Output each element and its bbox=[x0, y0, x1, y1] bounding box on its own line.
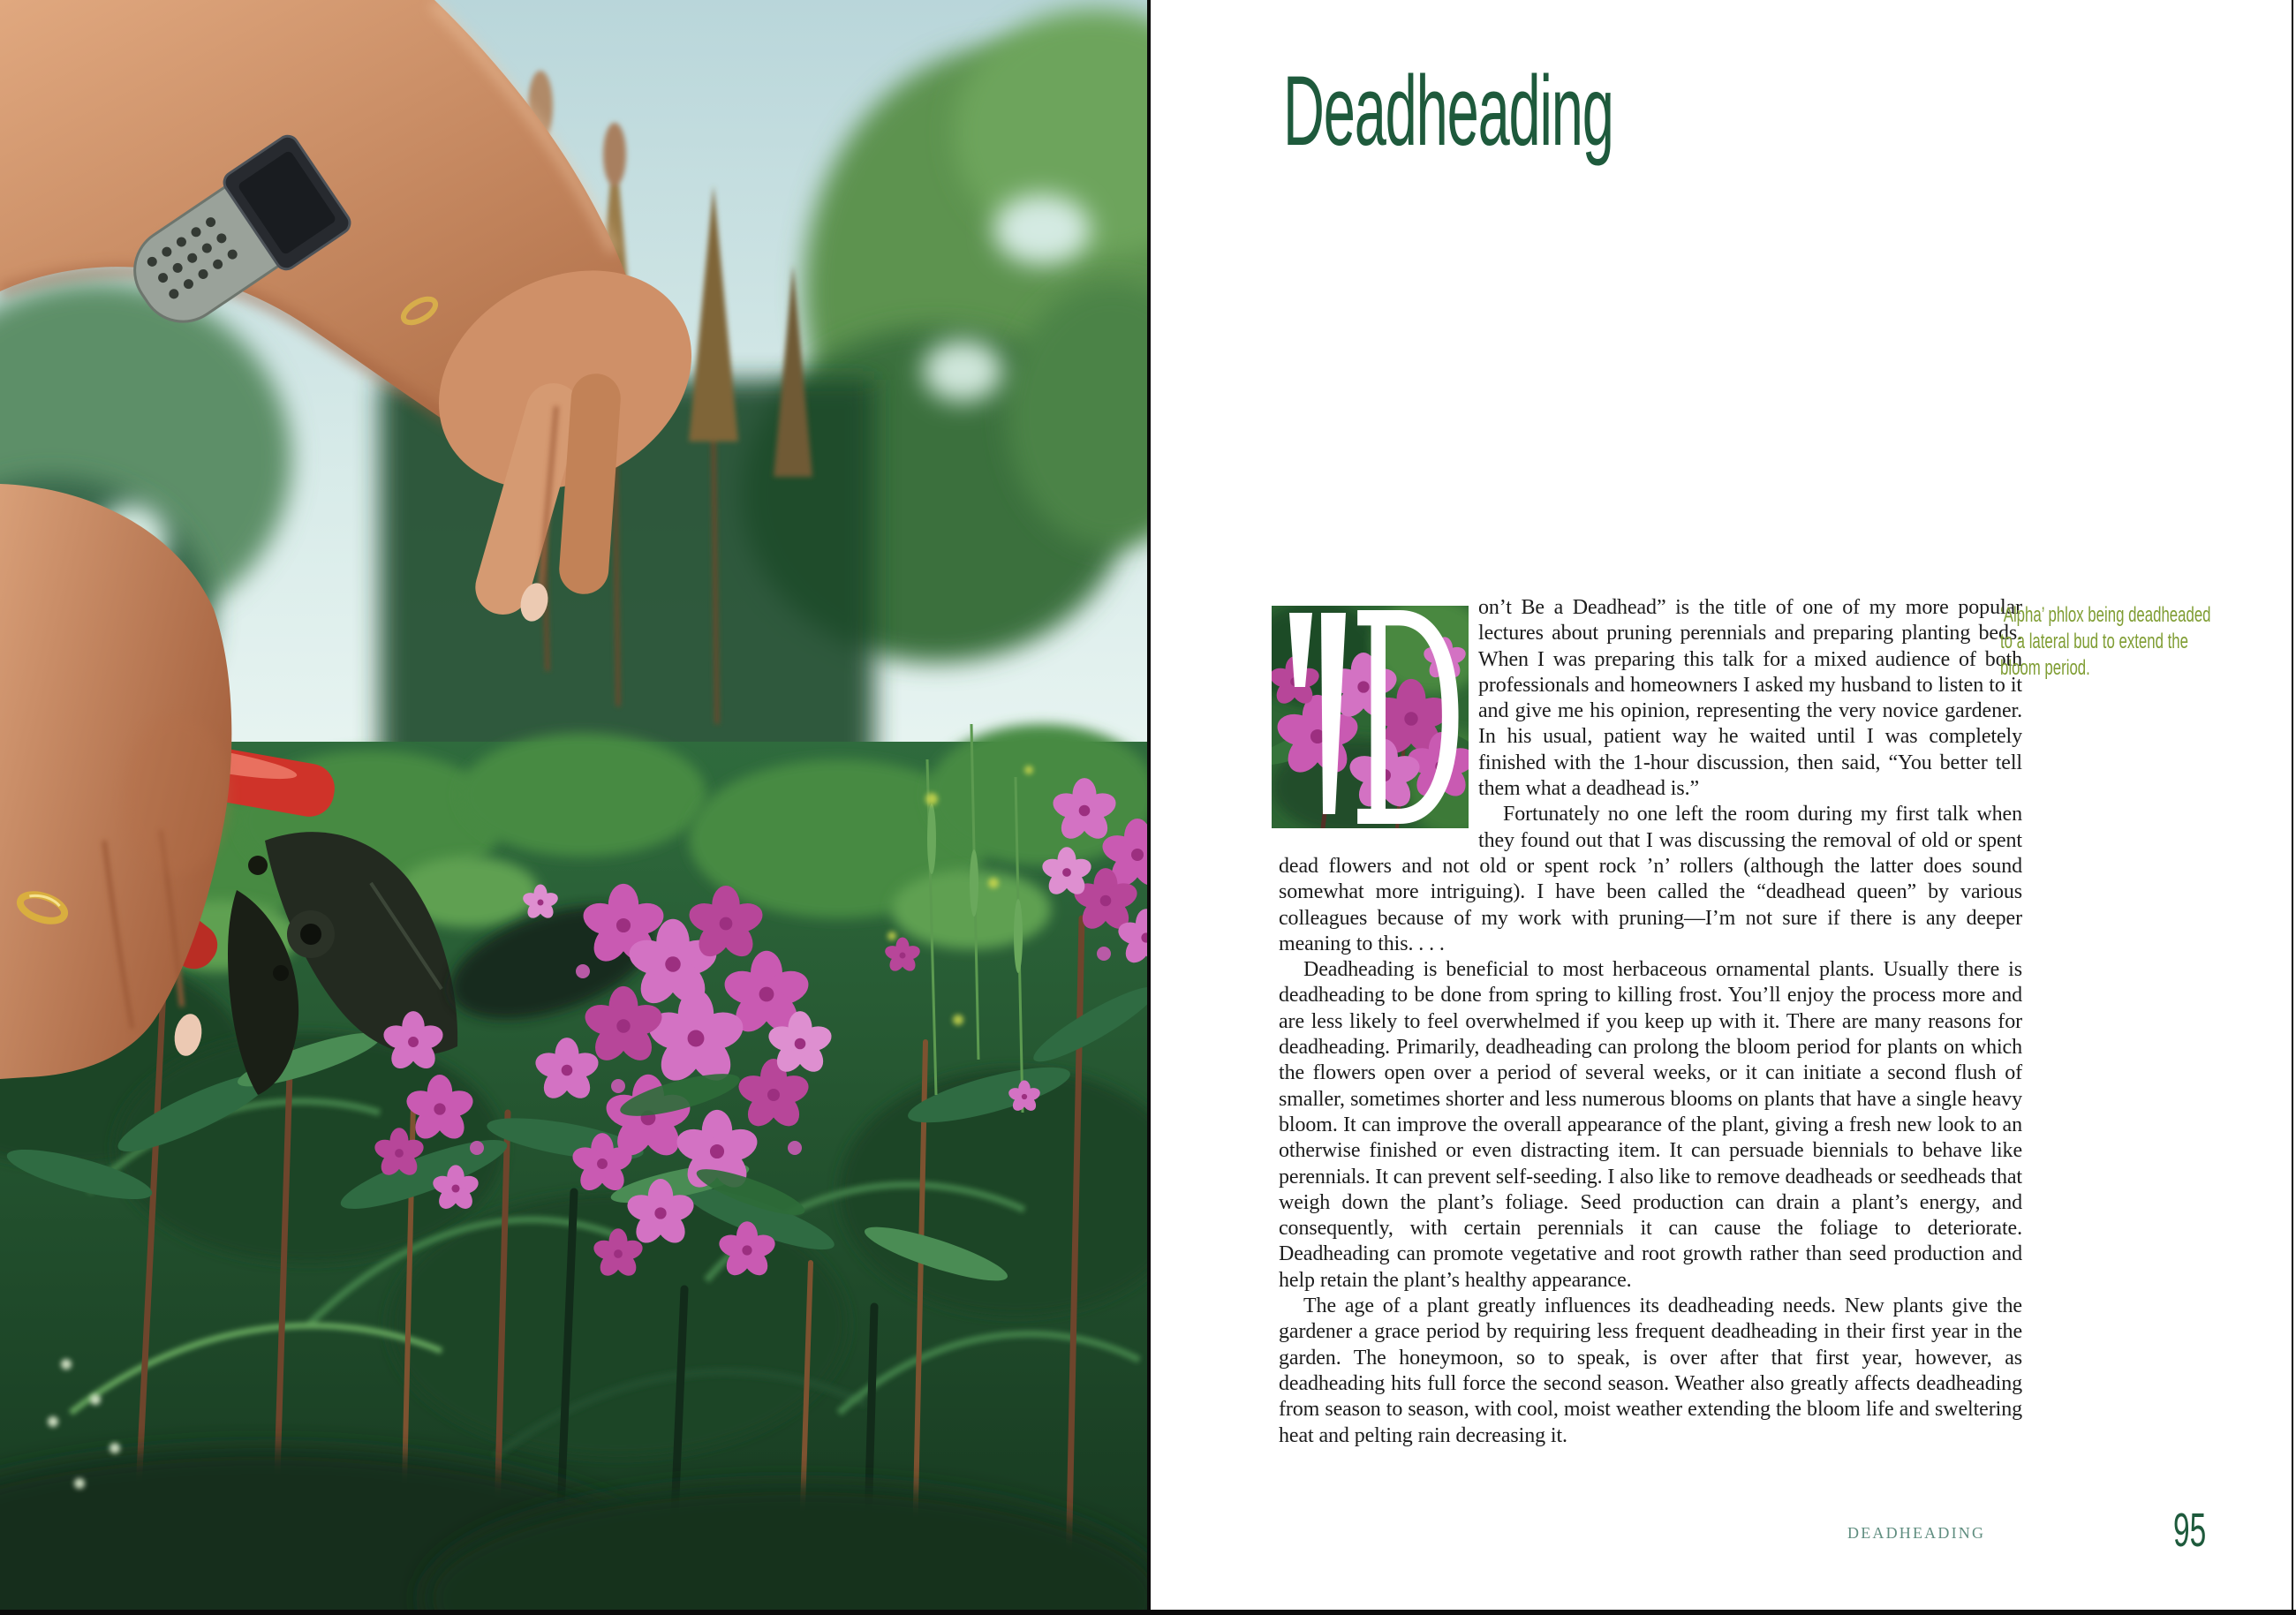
drop-cap-letter-glyph bbox=[1349, 606, 1467, 828]
page-title: Deadheading bbox=[1283, 56, 1613, 166]
paragraph: Fortunately no one left the room during my first talk when they found out that I was discussing the removal of old or spent dead flowers and not old or spent rock ’n’ rollers (although the latter does sound somewhat more intriguing). I have been called the “deadhead queen” by various colleagues because of my work with pruning—I’m not sure if there is any deeper meaning to this. . . . bbox=[1279, 803, 2022, 955]
text-page bbox=[1151, 0, 2296, 1615]
paragraph: The age of a plant greatly influences its deadheading needs. New plants give the gardener a grace period by requiring less frequent deadheading in their first year in the garden. The honeymoon, so to speak, is over after that first year, however, as deadheading hits full force the second season. Weather also greatly affects deadheading from season to season, with cool, moist weather extending the bloom life and sweltering heat and pelting rain decreasing it. bbox=[1279, 1294, 2022, 1447]
page-number: 95 bbox=[2173, 1504, 2207, 1557]
running-head: DEADHEADING bbox=[1847, 1524, 1986, 1542]
page-edge-line bbox=[2292, 0, 2293, 1615]
caption-line: to a lateral bud to extend the bbox=[2000, 630, 2188, 653]
paragraph bbox=[1279, 595, 2022, 828]
photo-caption bbox=[2000, 602, 2266, 682]
drop-cap-photo bbox=[1272, 606, 1469, 828]
paragraph-text: on’t Be a Deadhead” is the title of one of my more popular lectures about pruning perennials and preparing planting beds. When I was preparing this talk for a mixed audience of both professionals and homeowners I asked my husband to listen to it and give me his opinion, representing the very novice gardener. In his usual, patient way he waited until I was completely finished with the 1-hour discussion, then said, “You better tell them what a deadhead is.” bbox=[1478, 596, 2022, 801]
caption-line: bloom period. bbox=[2000, 656, 2090, 680]
bottom-edge-strip bbox=[0, 1610, 2296, 1615]
svg-text:D: D bbox=[1349, 606, 1468, 828]
body-text bbox=[1279, 595, 2022, 1449]
drop-cap bbox=[1272, 606, 1469, 828]
caption-line: ‘Alpha’ phlox being deadheaded bbox=[2000, 603, 2211, 627]
paragraph: Deadheading is beneficial to most herbaceous ornamental plants. Usually there is deadheading to be done from spring to killing frost. You’ll enjoy the process more and are less likely to feel overwhelmed if you keep up with it. There are many reasons for deadheading. Primarily, deadheading can prolong the bloom period for plants on which the flowers open over a period of several weeks, or it can initiate a second flush of smaller, sometimes shorter and less numerous blooms on plants that have a single heavy bloom. It can improve the overall appearance of the plant, giving a fresh new look to an otherwise finished or even distracting item. It can persuade biennials to behave like perennials. It can prevent self-seeding. I also like to remove deadheads or seedheads that weigh down the plant’s foliage. Seed production can drain a plant’s energy, and consequently, with certain perennials it can cause the foliage to deteriorate. Deadheading can promote vegetative and root growth rather than seed production and help retain the plant’s healthy appearance. bbox=[1279, 958, 2023, 1292]
